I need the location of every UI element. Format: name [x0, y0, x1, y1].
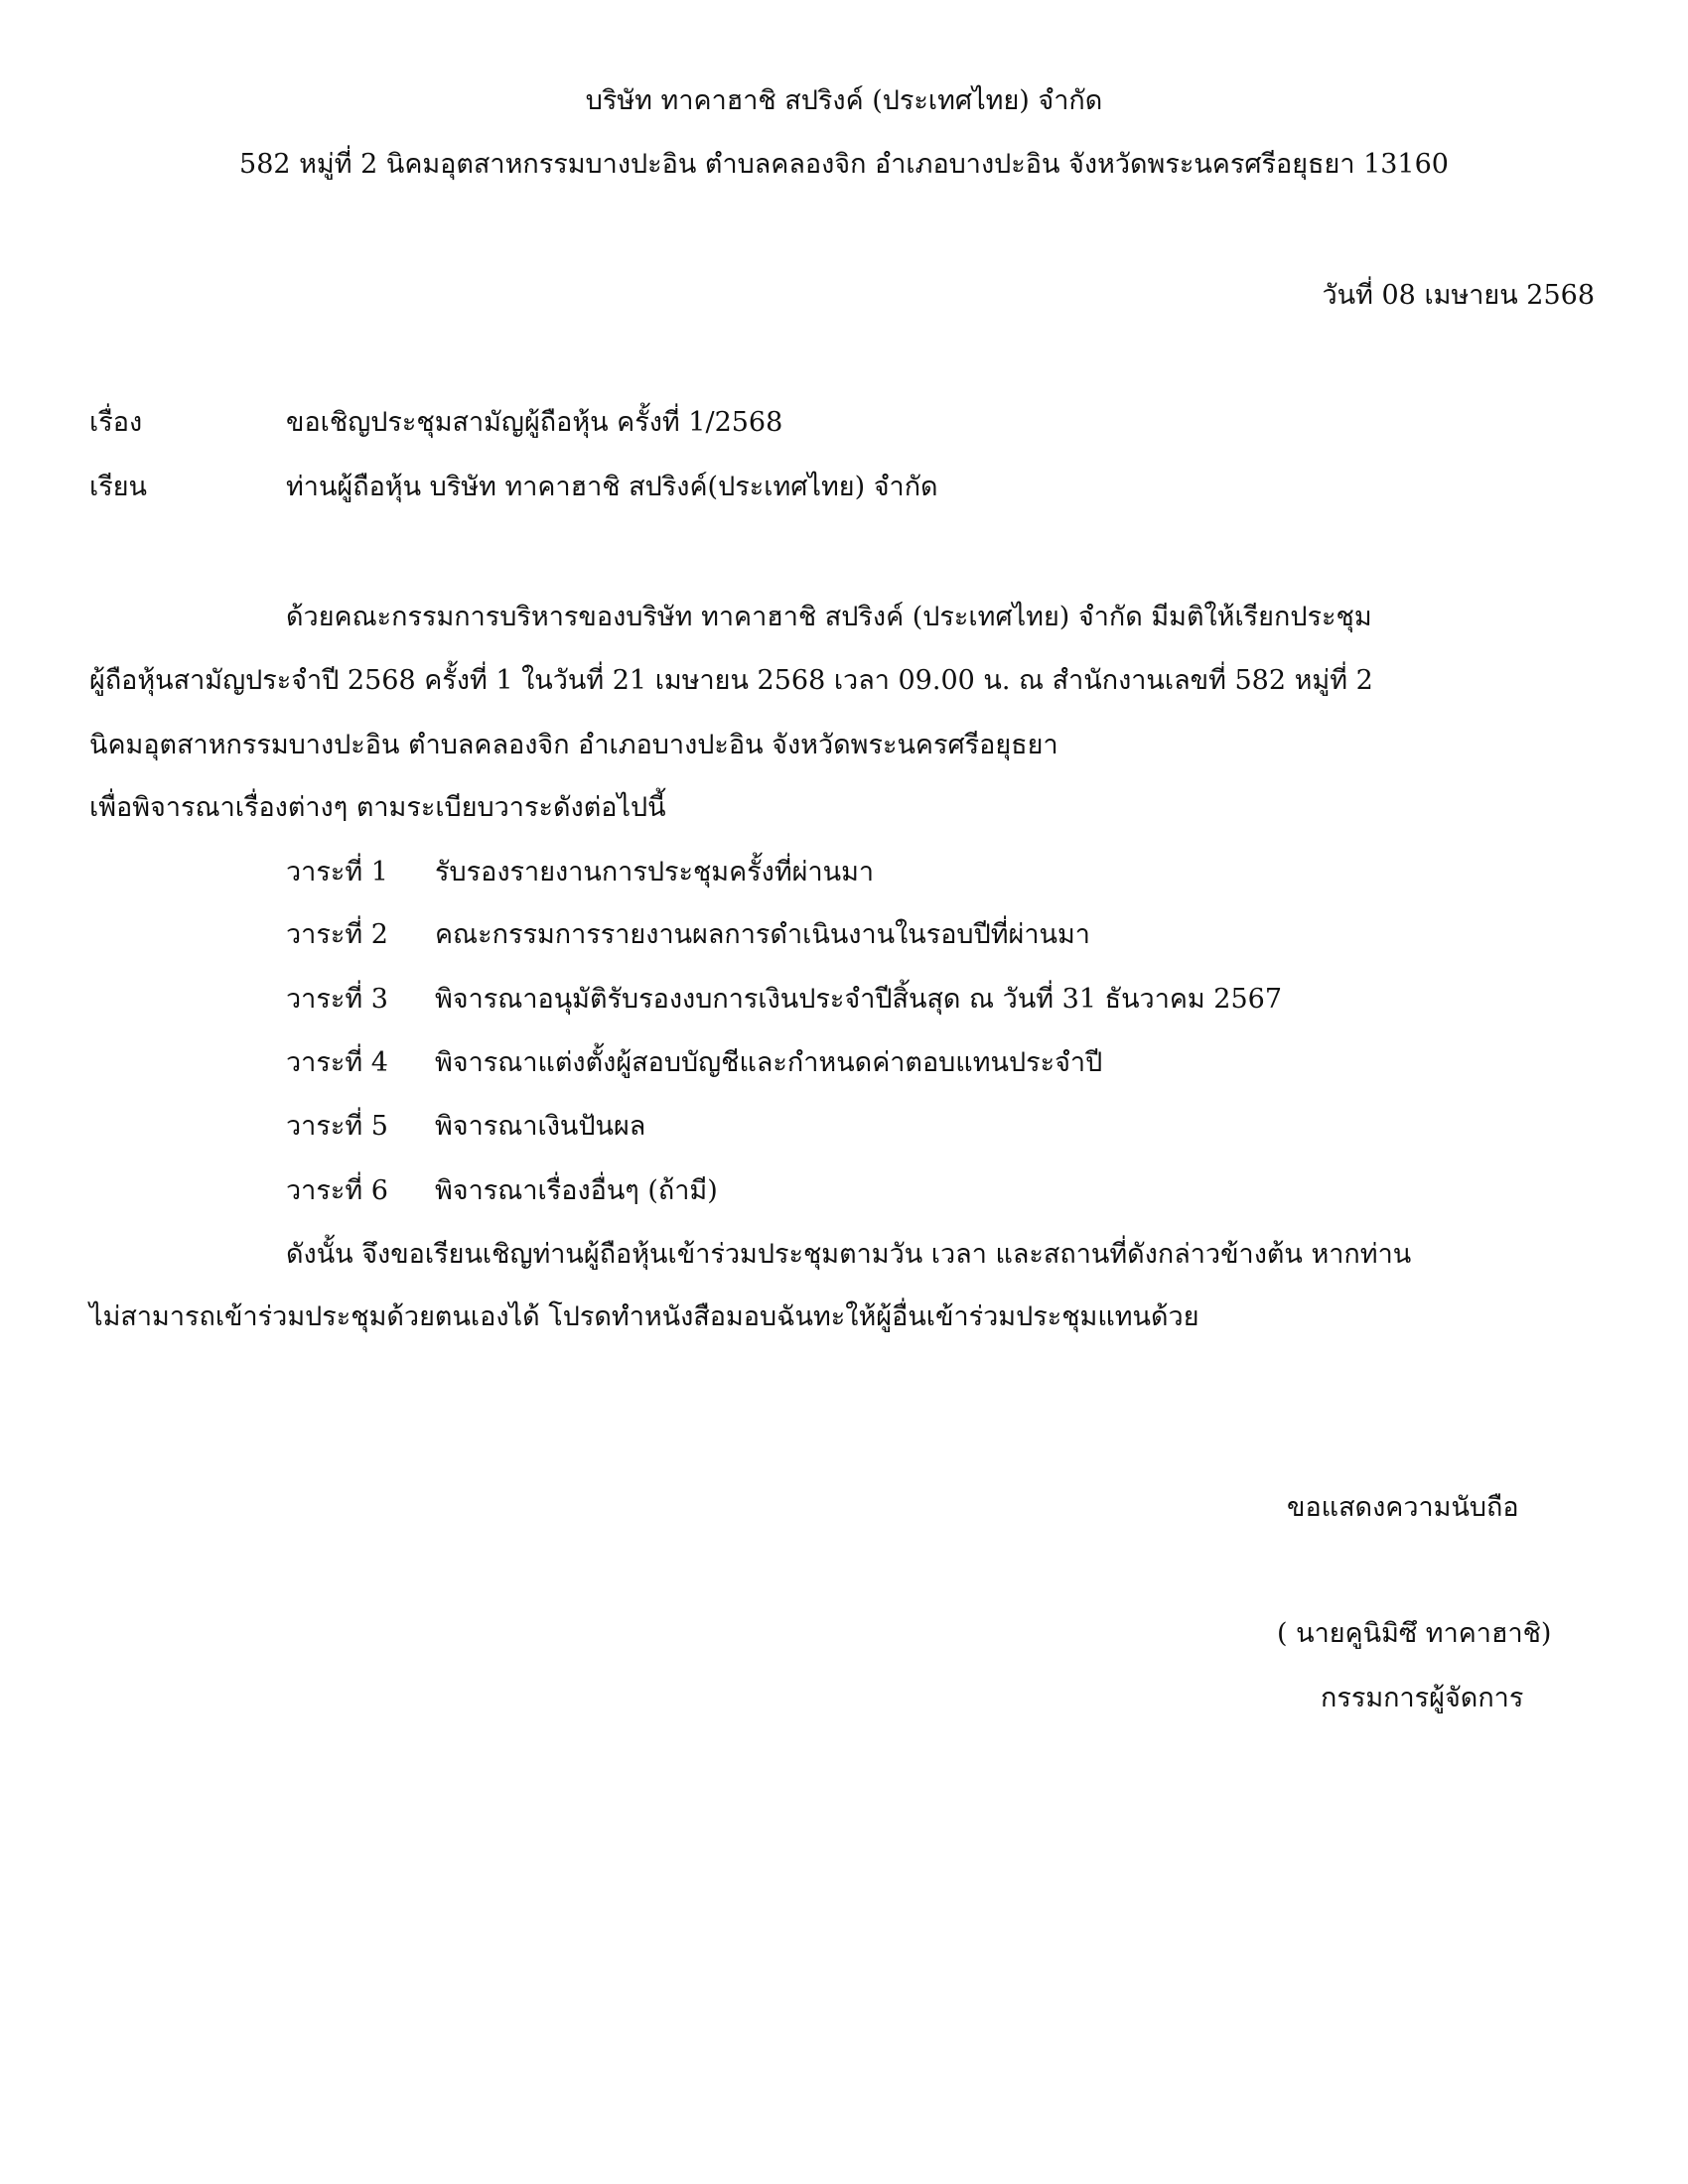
agenda-number: วาระที่ 4 — [286, 1047, 388, 1078]
agenda-text: พิจารณาอนุมัติรับรองงบการเงินประจำปีสิ้นสุด ณ วันที่ 31 ธันวาคม 2567 — [435, 984, 1283, 1015]
agenda-number: วาระที่ 3 — [286, 984, 388, 1015]
company-name: บริษัท ทาคาฮาชิ สปริงค์ (ประเทศไทย) จำกัด — [585, 85, 1103, 116]
intro-line: ด้วยคณะกรรมการบริหารของบริษัท ทาคาฮาชิ สปริงค์ (ประเทศไทย) จำกัด มีมติให้เรียกประชุม — [286, 602, 1372, 632]
signatory-name: ( นายคูนิมิซึ ทาคาฮาชิ) — [1277, 1618, 1552, 1649]
closing-line: ดังนั้น จึงขอเรียนเชิญท่านผู้ถือหุ้นเข้าร่วมประชุมตามวัน เวลา และสถานที่ดังกล่าวข้างต้น หากท่าน — [286, 1239, 1412, 1270]
signatory-position: กรรมการผู้จัดการ — [1321, 1683, 1524, 1713]
agenda-text: คณะกรรมการรายงานผลการดำเนินงานในรอบปีที่ผ่านมา — [435, 919, 1090, 950]
letter-date: วันที่ 08 เมษายน 2568 — [1322, 280, 1595, 311]
agenda-text: พิจารณาเรื่องอื่นๆ (ถ้ามี) — [435, 1175, 718, 1206]
subject-value: ขอเชิญประชุมสามัญผู้ถือหุ้น ครั้งที่ 1/2568 — [286, 407, 783, 438]
regards-text: ขอแสดงความนับถือ — [1287, 1492, 1519, 1523]
recipient-label: เรียน — [89, 472, 148, 502]
agenda-number: วาระที่ 1 — [286, 857, 388, 887]
intro-line: ผู้ถือหุ้นสามัญประจำปี 2568 ครั้งที่ 1 ในวันที่ 21 เมษายน 2568 เวลา 09.00 น. ณ สำนักงานเลขที่ 582 หมู่ที่ 2 — [89, 665, 1373, 696]
recipient-value: ท่านผู้ถือหุ้น บริษัท ทาคาฮาชิ สปริงค์(ประเทศไทย) จำกัด — [286, 472, 938, 502]
agenda-number: วาระที่ 6 — [286, 1175, 388, 1206]
company-address: 582 หมู่ที่ 2 นิคมอุตสาหกรรมบางปะอิน ตำบลคลองจิก อำเภอบางปะอิน จังหวัดพระนครศรีอยุธยา 13160 — [239, 149, 1449, 180]
agenda-number: วาระที่ 5 — [286, 1111, 388, 1142]
agenda-number: วาระที่ 2 — [286, 919, 388, 950]
intro-line: นิคมอุตสาหกรรมบางปะอิน ตำบลคลองจิก อำเภอบางปะอิน จังหวัดพระนครศรีอยุธยา — [89, 730, 1058, 760]
agenda-text: พิจารณาเงินปันผล — [435, 1111, 646, 1142]
intro-line: เพื่อพิจารณาเรื่องต่างๆ ตามระเบียบวาระดังต่อไปนี้ — [89, 792, 666, 823]
agenda-text: รับรองรายงานการประชุมครั้งที่ผ่านมา — [435, 857, 875, 887]
closing-line: ไม่สามารถเข้าร่วมประชุมด้วยตนเองได้ โปรดทำหนังสือมอบฉันทะให้ผู้อื่นเข้าร่วมประชุมแทนด้วย — [89, 1301, 1199, 1332]
subject-label: เรื่อง — [89, 407, 143, 438]
agenda-text: พิจารณาแต่งตั้งผู้สอบบัญชีและกำหนดค่าตอบแทนประจำปี — [435, 1047, 1103, 1078]
